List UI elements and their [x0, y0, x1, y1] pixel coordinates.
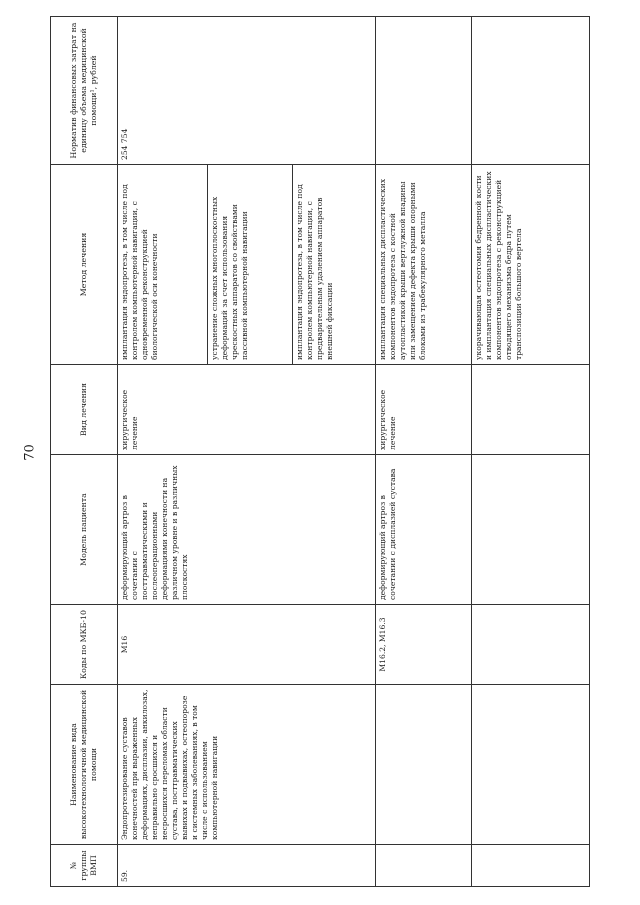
header-method: Метод лечения [51, 165, 118, 365]
cell-treatment-type [472, 365, 590, 455]
cell-name: Эндопротезирование суставов конечностей при выраженных деформациях, дисплазии, анкилозах, неправильно сросшихся и несросшихся переломах области сустава, посттравматических вывихах и подвывихах, остеопорозе и системных заболеваниях, в том числе с использованием компьютерной навигации [118, 685, 376, 845]
cell-norm: 254 754 [118, 17, 376, 165]
cell-icd: M16.2, M16.3 [376, 605, 472, 685]
cell-norm [376, 17, 472, 165]
rotated-table-sheet [50, 17, 590, 887]
header-group: № группы ВМП [51, 845, 118, 887]
page-number: 70 [22, 444, 38, 461]
table-row [472, 17, 590, 887]
cell-model: деформирующий артроз в сочетании с дисплазией сустава [376, 455, 472, 605]
cell-treatment-type: хирургическое лечение [376, 365, 472, 455]
cell-icd: M16 [118, 605, 376, 685]
cell-name [472, 685, 590, 845]
method-item: имплантация эндопротеза, в том числе под контролем компьютерной навигации, с одновременной реконструкцией биологической оси конечности [118, 165, 208, 364]
header-row [51, 17, 118, 887]
table-row [118, 17, 376, 887]
cell-group [376, 845, 472, 887]
header-treatment-type: Вид лечения [51, 365, 118, 455]
cell-model: деформирующий артроз в сочетании с посттравматическими и послеоперационными деформациями конечности на различном уровне и в различных плоскостях [118, 455, 376, 605]
cell-model [472, 455, 590, 605]
cell-name [376, 685, 472, 845]
cell-method: укорачивающая остеотомия бедренной кости и имплантация специальных диспластических компонентов эндопротеза с реконструкцией отводящего механизма бедра путем транспозиции большого вертела [472, 165, 590, 365]
header-model: Модель пациента [51, 455, 118, 605]
cell-group [472, 845, 590, 887]
method-item: устранение сложных многоплоскостных деформаций за счет использования чрескостных аппаратов со свойствами пассивной компьютерной навигации [208, 165, 293, 364]
header-name: Наименование вида высокотехнологичной медицинской помощи [51, 685, 118, 845]
vmp-table [50, 16, 590, 887]
cell-methods [118, 165, 376, 365]
cell-norm [472, 17, 590, 165]
cell-group: 59. [118, 845, 376, 887]
cell-treatment-type: хирургическое лечение [118, 365, 376, 455]
header-norm: Норматив финансовых затрат на единицу объема медицинской помощи¹, рублей [51, 17, 118, 165]
cell-method: имплантация специальных диспластических компонентов эндопротеза с костной аутопластикой крыши вертлужной впадины или замещением дефекта крыши опорными блоками из трабекулярного металла [376, 165, 472, 365]
cell-icd [472, 605, 590, 685]
table-row [376, 17, 472, 887]
header-icd: Коды по МКБ-10 [51, 605, 118, 685]
method-item: имплантация эндопротеза, в том числе под контролем компьютерной навигации, с предварительным удалением аппаратов внешней фиксации [295, 184, 335, 360]
